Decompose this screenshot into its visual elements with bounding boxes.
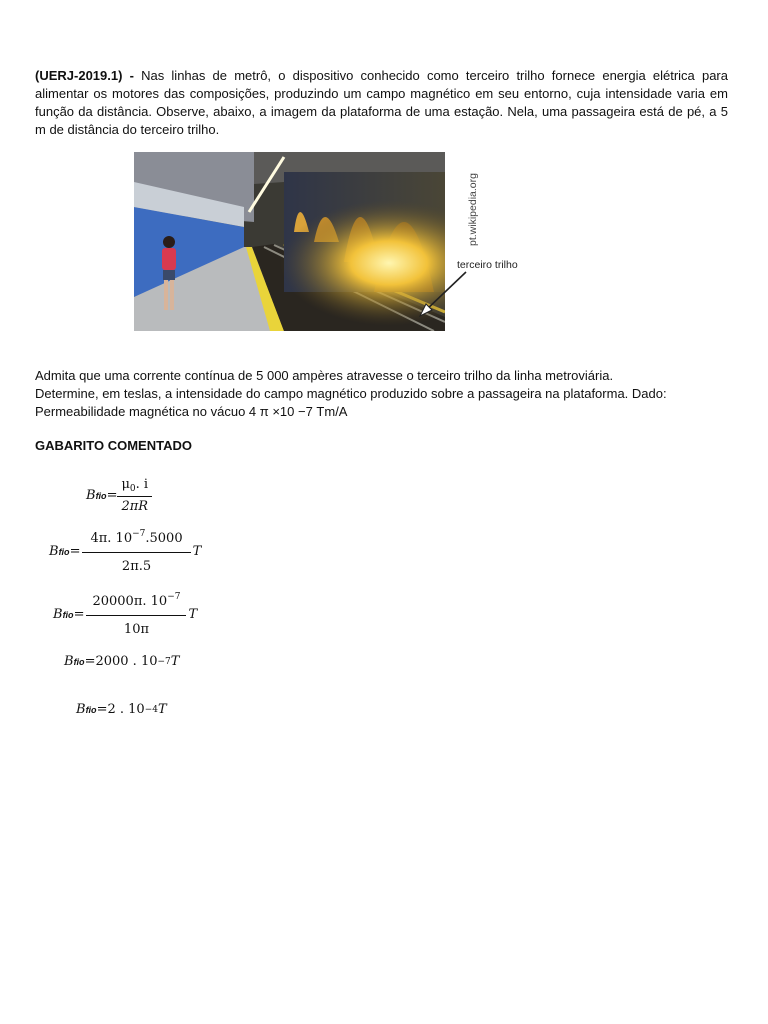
equation-1: B fio = $\frac{\mu_0. i}{2\pi R}$ xyxy=(86,477,152,514)
gabarito-heading: GABARITO COMENTADO xyxy=(35,438,192,453)
intro-text: Nas linhas de metrô, o dispositivo conhecido como terceiro trilho fornece energia elétrica para alimentar os motores das composições, produzindo um campo magnético em seu entorno, cuja intensidade varia em função da distância. Observe, abaixo, a imagem da plataforma de uma estação. Nela, uma passageira está de pé, a 5 m de distância do terceiro trilho. xyxy=(35,68,728,137)
source-label: (UERJ-2019.1) - xyxy=(35,68,134,83)
question-paragraph xyxy=(35,367,728,421)
question-line-1: Admita que uma corrente contínua de 5 000 ampères atravesse o terceiro trilho da linha metroviária. xyxy=(35,368,614,383)
equation-4: B fio = 2000 . 10 −7 T xyxy=(64,654,180,669)
arrow-icon xyxy=(418,268,488,318)
station-photo xyxy=(134,152,445,331)
intro-paragraph xyxy=(35,67,728,139)
photo-credit: pt.wikipedia.org xyxy=(467,173,479,246)
equation-3: B fio = $\frac{20000\pi. 10^{-7}}{10\pi}$ T xyxy=(53,592,198,637)
question-line-2: Determine, em teslas, a intensidade do campo magnético produzido sobre a passageira na plataforma. Dado: xyxy=(35,386,667,401)
equation-5: B fio = 2 . 10 −4 T xyxy=(76,702,167,717)
question-line-3: Permeabilidade magnética no vácuo 4 π ×10 −7 Tm/A xyxy=(35,404,348,419)
third-rail-label: terceiro trilho xyxy=(457,259,518,271)
equation-2: B fio = $\frac{4\pi. 10^{-7}.5000}{2\pi.5}$ T xyxy=(49,529,202,574)
